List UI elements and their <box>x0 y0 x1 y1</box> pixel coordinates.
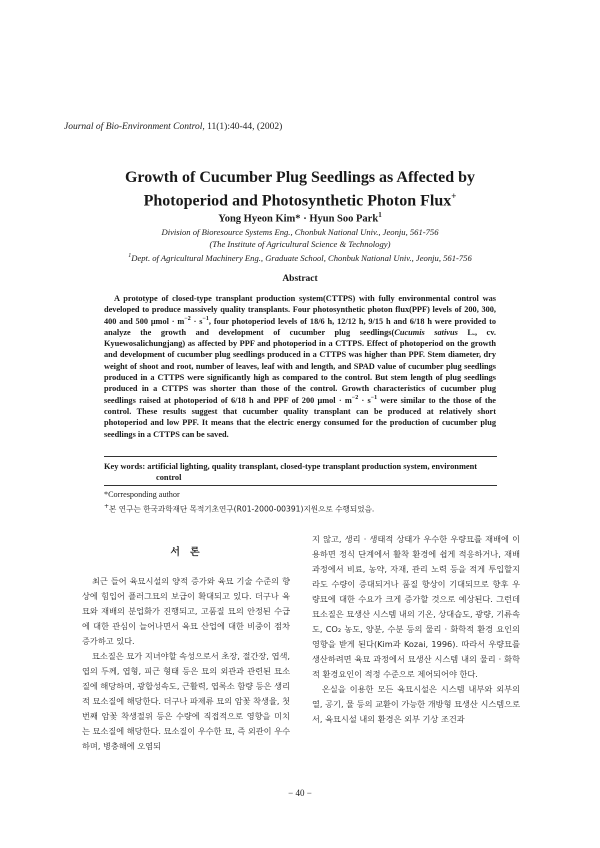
title-line-2-text: Photoperiod and Photosynthetic Photon Flux <box>143 192 452 210</box>
abstract-body <box>104 293 496 440</box>
abstract-text-3b: · s <box>358 395 371 405</box>
keywords-text: artificial lighting, quality transplant, closed-type transplant production system, environment control <box>147 462 478 482</box>
journal-name: Bio-Environment Control, <box>105 122 205 132</box>
author-2: Hyun Soo Park <box>309 213 379 225</box>
author-list <box>60 211 540 225</box>
divider-top <box>104 456 497 457</box>
abstract-text-1b: · s <box>190 316 203 326</box>
abstract-text-1: A prototype of closed-type transplant production system(CTTPS) with fully environmental control was developed to produce massively quality transplants. Four photosynthetic photon flux(PPF) levels of 200, 300, 400 and 500 μmol · m <box>104 294 496 326</box>
funding-mark: + <box>104 503 110 510</box>
title-line-2 <box>60 187 540 210</box>
abstract-species: Cucumis sativus <box>394 327 458 337</box>
abstract-sup-2: −1 <box>202 315 209 322</box>
journal-citation <box>64 122 282 132</box>
abstract-sup-3: −2 <box>351 394 359 401</box>
abstract-text-4: were similar to the those of the control. These results suggest that cucumber quality transplant can be produced at relatively short photoperiod and low PPF. It means that the electric energy consumed for the production of cucumber plug seedlings in a CTTPS can be saved. <box>104 395 496 439</box>
paper-title <box>60 168 540 210</box>
title-footnote-mark: + <box>451 191 457 201</box>
body-paragraph-4: 온실을 이용한 모든 육묘시설은 시스템 내부와 외부의 열, 공기, 물 등의 교환이 가능한 개방형 묘생산 시스템으로서, 육묘시설 내의 환경은 외부 기상 조건과 <box>312 684 520 724</box>
keywords <box>104 461 497 483</box>
author-2-mark: 1 <box>378 211 382 219</box>
body-column-right <box>312 532 520 727</box>
funding-text: 본 연구는 한국과학재단 목적기초연구(R01-2000-00391)지원으로 수행되었음. <box>109 504 375 514</box>
author-separator: · <box>303 213 307 225</box>
author-1: Yong Hyeon Kim* <box>218 213 301 225</box>
title-line-1: Growth of Cucumber Plug Seedlings as Affected by <box>124 169 476 186</box>
journal-volume: 11(1):40-44, (2002) <box>207 122 283 132</box>
abstract-sup-4: −1 <box>370 394 378 401</box>
body-paragraph-3: 지 않고, 생리 · 생태적 상태가 우수한 우량묘를 재배에 이용하면 정식 단계에서 활착 환경에 쉽게 적응하거나, 재배 과정에서 비료, 농약, 자재, 관리 노력 등을 적게 투입할지라도 수량이 증대되거나 품질 향상이 기대되므로 향후 우량묘에 대한 수요가 크게 증가할 것으로 예상된다. 그런데 묘소질은 묘생산 시스템 내의 기온, 상대습도, 광량, 기류속도, CO₂ 농도, 양분, 수분 등의 물리 · 화학적 환경 요인의 영향을 받게 된다(Kim과 Kozai, 1996). 따라서 우량묘를 생산하려면 육묘 과정에서 묘생산 시스템 내의 물리 · 화학적 환경요인이 적정 수준으로 제어되어야 한다. <box>312 534 520 679</box>
body-column-left <box>82 545 290 754</box>
affiliation-2: (The Institute of Agricultural Science & Technology) <box>209 239 391 249</box>
abstract-heading: Abstract <box>282 274 318 284</box>
body-paragraph-2: 묘소질은 묘가 지녀야할 속성으로서 초장, 절간장, 엽색, 엽의 두께, 엽형, 피근 형태 등은 묘의 외관과 관련된 묘소질에 해당하며, 광합성속도, 근활력, 엽록소 함량 등은 생리적 묘소질에 해당한다. 더구나 파제류 묘의 암꽃 착생율, 첫 번째 암꽃 착생절위 등은 수량에 직접적으로 영향을 미치는 묘소질에 해당한다. 묘소질이 우수한 묘, 즉 외관이 우수하며, 병충해에 오염되 <box>82 651 290 751</box>
abstract-sup-1: −2 <box>184 315 191 322</box>
journal-prefix: Journal of <box>64 122 104 132</box>
affiliation-3-text: Dept. of Agricultural Machinery Eng., Graduate School, Chonbuk National Univ., Jeonju, 561-756 <box>131 252 472 263</box>
affiliation-1: Division of Bioresource Systems Eng., Chonbuk National Univ., Jeonju, 561-756 <box>161 227 439 237</box>
affiliation-3-mark: 1 <box>128 253 132 259</box>
body-paragraph-1: 최근 들어 육묘시설의 양적 증가와 육묘 기술 수준의 향상에 힘입어 플러그묘의 보급이 확대되고 있다. 더구나 육묘와 재배의 분업화가 진행되고, 고품질 묘의 안정된 수급에 대한 관심이 늘어나면서 육묘 산업에 대한 비중이 점차 증가하고 있다. <box>82 576 290 646</box>
section-heading-introduction: 서론 <box>170 547 210 558</box>
corresponding-author-note: *Corresponding author <box>104 490 180 499</box>
keywords-label: Key words: <box>104 462 146 471</box>
affiliation-3 <box>60 251 540 264</box>
funding-note <box>104 501 374 515</box>
abstract-text-3: L., cv. Kyuewosalichungjang) as affected by PPF and photoperiod in a CTTPS. Effect of photoperiod on the growth and development of cucumber plug seedlings produced in a CTTPS was higher than PPF. Stem diameter, dry weight of shoot and root, number of leaves, leaf with and length, and SPAD value of cucumber plug seedlings produced in a CTTPS were significantly high as compared to the control. But stem length of plug seedlings produced in a CTTPS was shorter than those of the control. Growth characteristics of cucumber plug seedlings raised at photoperiod of 6/18 h and PPF of 200 μmol · m <box>104 327 496 405</box>
page-number: − 40 − <box>288 788 312 798</box>
abstract-text-2: , four photoperiod levels of 18/6 h, 12/12 h, 9/15 h and 6/18 h were provided to analyze the growth and development of cucumber plug seedlings( <box>104 316 496 337</box>
divider-bottom <box>104 485 497 486</box>
